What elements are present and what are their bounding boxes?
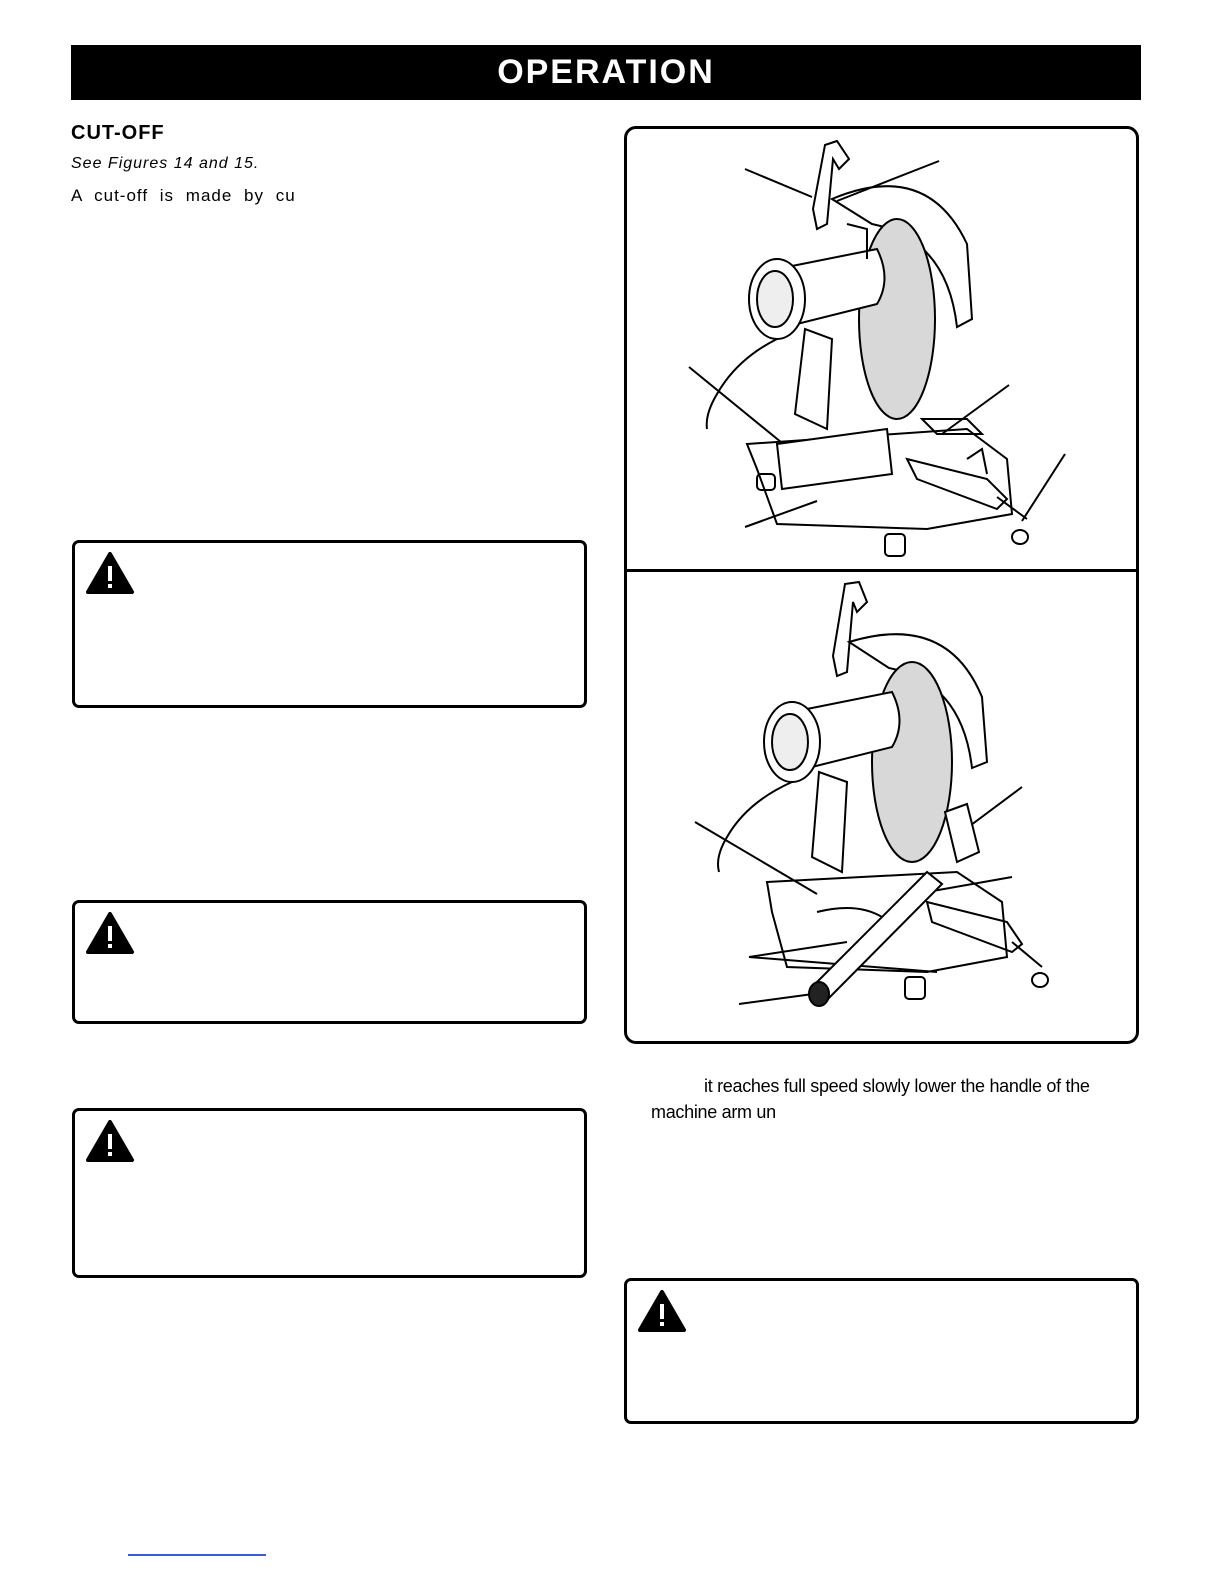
- warning-triangle-icon: [85, 1119, 135, 1163]
- page-header: [71, 45, 1141, 100]
- right-text-line-2: machine arm un: [651, 1102, 776, 1122]
- page-title: OPERATION: [497, 53, 715, 91]
- section-title: CUT-OFF: [71, 122, 165, 144]
- right-text-line-1: it reaches full speed slowly lower the handle of the: [704, 1076, 1090, 1096]
- warning-triangle-icon: [85, 551, 135, 595]
- warning-box-1: [72, 540, 587, 708]
- warning-triangle-icon: [85, 911, 135, 955]
- section-body-text: A cut-off is made by cu: [71, 186, 296, 205]
- warning-box-3: [72, 1108, 587, 1278]
- warning-box-4: [624, 1278, 1139, 1424]
- footer-link-underline[interactable]: [128, 1554, 266, 1556]
- figure-15-illustration: [627, 572, 1136, 1044]
- figure-reference: See Figures 14 and 15.: [71, 155, 260, 172]
- warning-box-2: [72, 900, 587, 1024]
- warning-triangle-icon: [637, 1289, 687, 1333]
- figure-panel: [624, 126, 1139, 1044]
- figure-14-illustration: [627, 129, 1136, 569]
